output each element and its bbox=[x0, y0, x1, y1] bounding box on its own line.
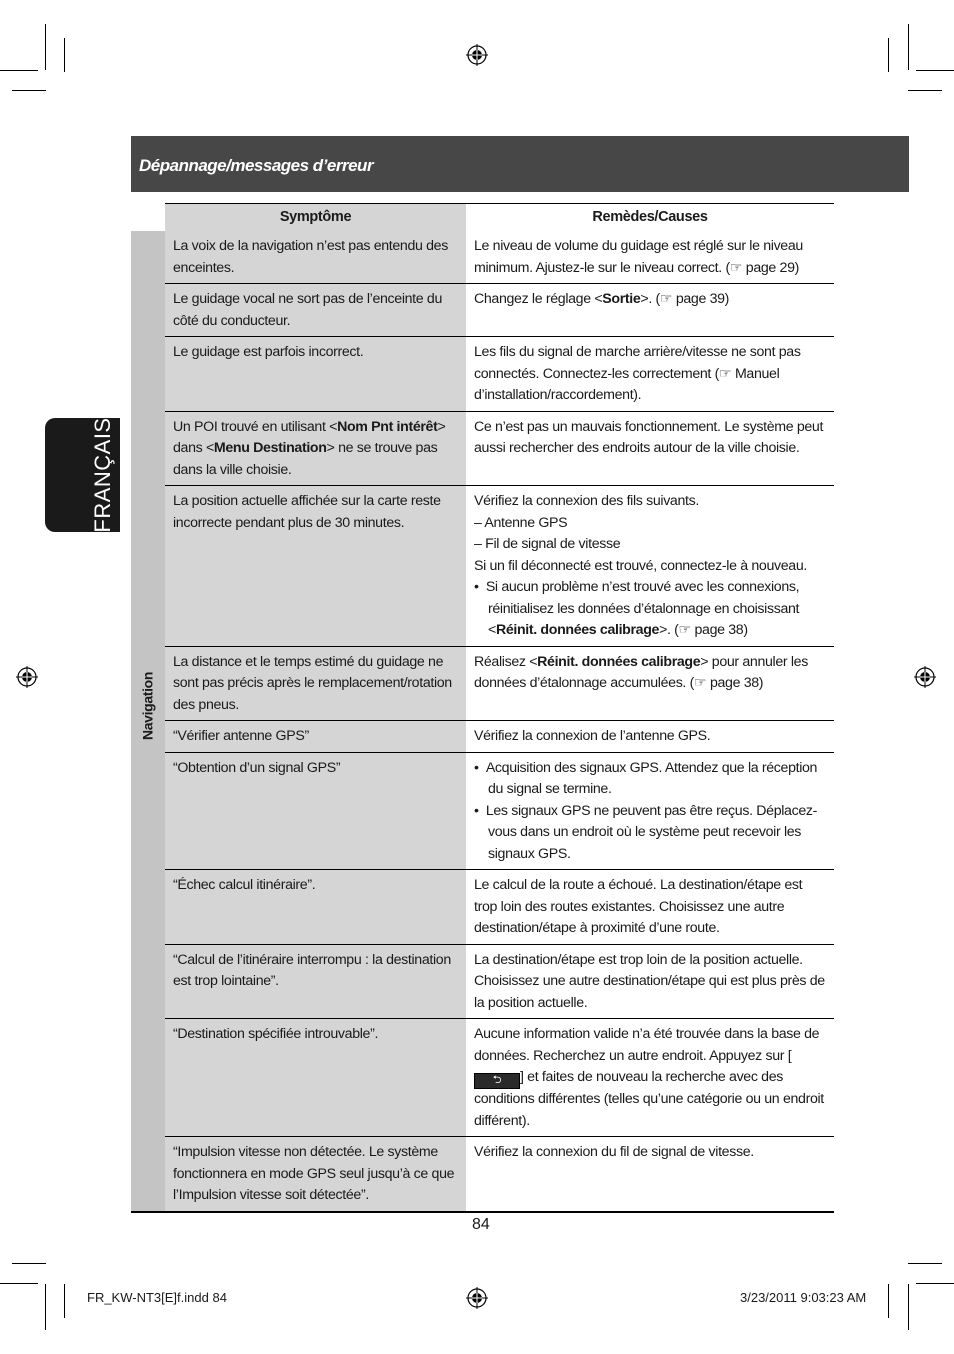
registration-mark-icon bbox=[466, 1287, 488, 1309]
page-number: 84 bbox=[472, 1216, 490, 1233]
column-header-symptom: Symptôme bbox=[165, 204, 466, 232]
remedy-cell: La destination/étape est trop loin de la position actuelle. Choisissez une autre destination/étape qui est plus près de la position actuelle. bbox=[466, 944, 834, 1019]
back-arrow-icon: ⮌ bbox=[474, 1073, 520, 1089]
crop-mark bbox=[908, 24, 909, 70]
crop-mark bbox=[45, 1284, 46, 1330]
crop-mark bbox=[916, 1283, 954, 1284]
crop-mark bbox=[64, 1284, 65, 1318]
symptom-cell: “Impulsion vitesse non détectée. Le système fonctionnera en mode GPS seul jusqu’à ce que l’Impulsion vitesse soit détectée”. bbox=[165, 1137, 466, 1212]
crop-mark bbox=[888, 1284, 889, 1318]
remedy-cell: Réalisez <Réinit. données calibrage> pour annuler les données d’étalonnage accumulées. (☞ page 38) bbox=[466, 646, 834, 721]
table-row bbox=[131, 1019, 834, 1137]
symptom-cell: Le guidage est parfois incorrect. bbox=[165, 337, 466, 412]
remedy-cell: Vérifiez la connexion de l’antenne GPS. bbox=[466, 721, 834, 753]
category-cell bbox=[131, 231, 165, 1212]
symptom-cell: “Vérifier antenne GPS” bbox=[165, 721, 466, 753]
symptom-cell: “Obtention d’un signal GPS” bbox=[165, 752, 466, 870]
symptom-cell: Le guidage vocal ne sort pas de l’enceinte du côté du conducteur. bbox=[165, 284, 466, 337]
registration-mark-icon bbox=[16, 666, 38, 688]
remedy-cell: Le calcul de la route a échoué. La destination/étape est trop loin des routes existantes. Choisissez une autre destination/étape à proximité d’une route. bbox=[466, 870, 834, 945]
troubleshooting-table bbox=[131, 203, 834, 1213]
crop-mark bbox=[12, 1263, 46, 1264]
table-row bbox=[131, 721, 834, 753]
registration-mark-icon bbox=[914, 666, 936, 688]
symptom-cell: La distance et le temps estimé du guidage ne sont pas précis après le remplacement/rotation des pneus. bbox=[165, 646, 466, 721]
crop-mark bbox=[908, 1284, 909, 1330]
table-row bbox=[131, 752, 834, 870]
table-row bbox=[131, 486, 834, 647]
symptom-cell: La voix de la navigation n’est pas entendu des enceintes. bbox=[165, 231, 466, 284]
symptom-cell: La position actuelle affichée sur la carte reste incorrecte pendant plus de 30 minutes. bbox=[165, 486, 466, 647]
remedy-cell: • Acquisition des signaux GPS. Attendez que la réception du signal se termine. • Les signaux GPS ne peuvent pas être reçus. Déplacez-vous dans un endroit où le système peut recevoir les signaux GPS. bbox=[466, 752, 834, 870]
crop-mark bbox=[908, 1263, 942, 1264]
table-row bbox=[131, 231, 834, 284]
crop-mark bbox=[12, 90, 46, 91]
table-row bbox=[131, 284, 834, 337]
remedy-cell: Les fils du signal de marche arrière/vitesse ne sont pas connectés. Connectez-les correctement (☞ Manuel d’installation/raccordement). bbox=[466, 337, 834, 412]
section-header bbox=[131, 136, 909, 192]
remedy-cell: Changez le réglage <Sortie>. (☞ page 39) bbox=[466, 284, 834, 337]
table-row bbox=[131, 944, 834, 1019]
symptom-cell: “Calcul de l’itinéraire interrompu : la destination est trop lointaine”. bbox=[165, 944, 466, 1019]
remedy-cell: Le niveau de volume du guidage est réglé sur le niveau minimum. Ajustez-le sur le niveau correct. (☞ page 29) bbox=[466, 231, 834, 284]
crop-mark bbox=[888, 38, 889, 72]
remedy-cell: Ce n’est pas un mauvais fonctionnement. Le système peut aussi rechercher des endroits autour de la ville choisie. bbox=[466, 411, 834, 486]
remedy-cell: Vérifiez la connexion du fil de signal de vitesse. bbox=[466, 1137, 834, 1212]
crop-mark bbox=[64, 38, 65, 72]
remedy-cell: Vérifiez la connexion des fils suivants. – Antenne GPS – Fil de signal de vitesse Si un fil déconnecté est trouvé, connectez-le à nouveau. • Si aucun problème n’est trouvé avec les connexions, réinitialisez les données d’étalonnage en choisissant <Réinit. données calibrage>. (☞ page 38) bbox=[466, 486, 834, 647]
footer-date: 3/23/2011 9:03:23 AM bbox=[740, 1290, 867, 1305]
crop-mark bbox=[916, 70, 954, 71]
table-row bbox=[131, 411, 834, 486]
crop-mark bbox=[45, 24, 46, 70]
table-row bbox=[131, 870, 834, 945]
table-row bbox=[131, 646, 834, 721]
category-label: Navigation bbox=[139, 671, 156, 741]
table-row bbox=[131, 1137, 834, 1212]
remedy-cell: Aucune information valide n’a été trouvée dans la base de données. Recherchez un autre endroit. Appuyez sur [⮌ ] et faites de nouveau la recherche avec des conditions différentes (telles qu’une catégorie ou un endroit différent). bbox=[466, 1019, 834, 1137]
symptom-cell: “Destination spécifiée introuvable”. bbox=[165, 1019, 466, 1137]
column-header-remedy: Remèdes/Causes bbox=[466, 204, 834, 232]
symptom-cell: “Échec calcul itinéraire”. bbox=[165, 870, 466, 945]
section-title: Dépannage/messages d’erreur bbox=[139, 156, 374, 175]
crop-mark bbox=[908, 90, 942, 91]
crop-mark bbox=[0, 1283, 38, 1284]
crop-mark bbox=[0, 70, 38, 71]
registration-mark-icon bbox=[466, 44, 488, 66]
footer-file: FR_KW-NT3[E]f.indd 84 bbox=[87, 1290, 227, 1305]
table-row bbox=[131, 337, 834, 412]
symptom-cell: Un POI trouvé en utilisant <Nom Pnt intérêt> dans <Menu Destination> ne se trouve pas dans la ville choisie. bbox=[165, 411, 466, 486]
language-tab-label: FRANÇAIS bbox=[90, 417, 115, 533]
